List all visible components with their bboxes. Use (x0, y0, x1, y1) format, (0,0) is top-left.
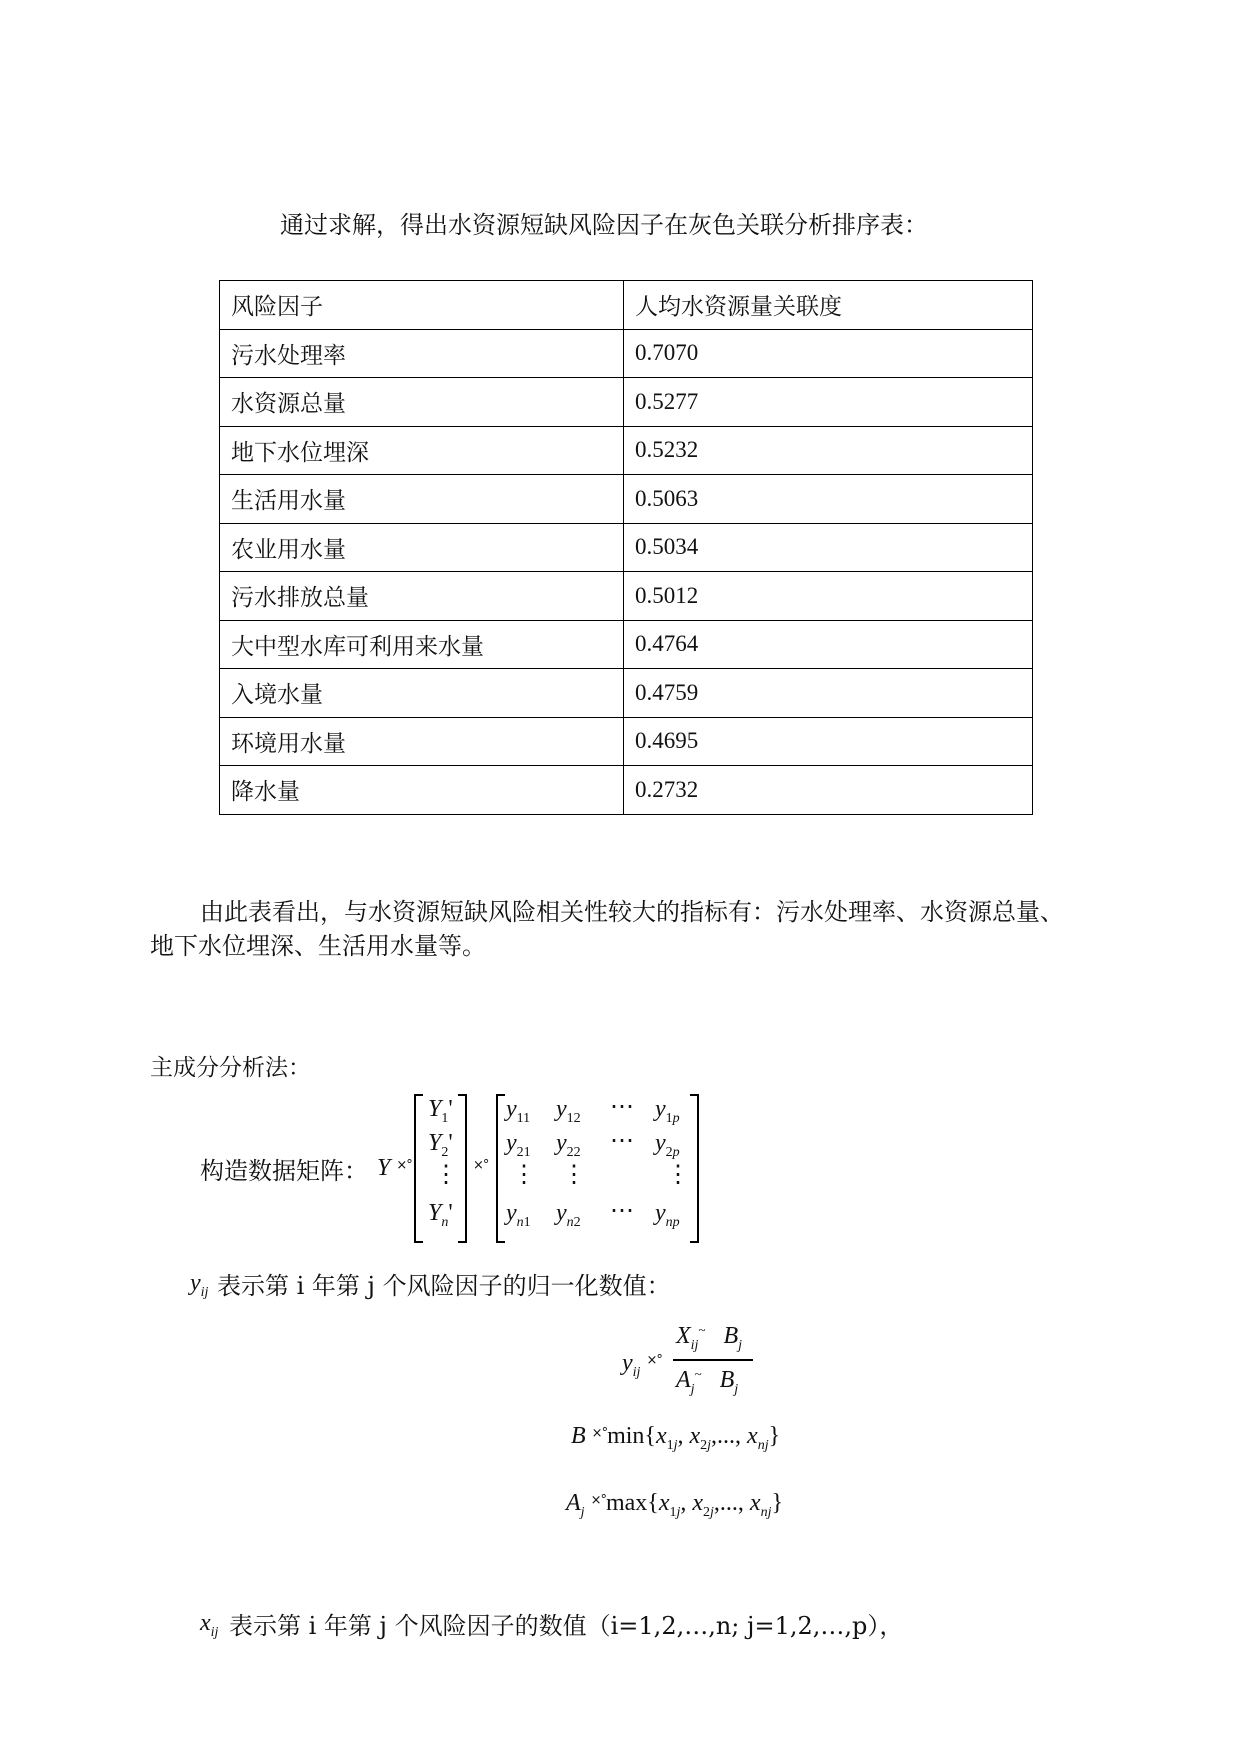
matrix-lhs: Y ×° (377, 1155, 412, 1181)
matrix-vdots-1: ⋮ (512, 1162, 536, 1188)
correlation-value-cell: 0.4695 (624, 717, 1033, 766)
risk-factor-cell: 地下水位埋深 (220, 426, 624, 475)
correlation-value-cell: 0.5232 (624, 426, 1033, 475)
risk-factor-cell: 大中型水库可利用来水量 (220, 620, 624, 669)
table-row (220, 378, 1033, 427)
table-row (220, 717, 1033, 766)
risk-factor-cell: 污水处理率 (220, 329, 624, 378)
header-correlation: 人均水资源量关联度 (624, 281, 1033, 330)
grey-relation-ranking-table (219, 280, 1033, 815)
norm-fraction-bar (673, 1359, 753, 1361)
vector-entry-2: $Y_2'$ (428, 1130, 453, 1160)
table-row (220, 523, 1033, 572)
risk-factor-cell: 污水排放总量 (220, 572, 624, 621)
table-row (220, 669, 1033, 718)
matrix-cell-y22: $y_{22}$ (556, 1130, 581, 1160)
correlation-value-cell: 0.7070 (624, 329, 1033, 378)
vector-right-bracket (458, 1094, 467, 1243)
table-row (220, 329, 1033, 378)
section-title: 主成分分析法： (150, 1055, 311, 1081)
matrix-cell-y2p: $y_{2p}$ (655, 1130, 680, 1160)
correlation-value-cell: 0.5277 (624, 378, 1033, 427)
matrix-vdots-2: ⋮ (562, 1162, 586, 1188)
correlation-value-cell: 0.5034 (624, 523, 1033, 572)
conclusion-line-1: 由此表看出，与水资源短缺风险相关性较大的指标有：污水处理率、水资源总量、 (200, 898, 1064, 926)
matrix-vdots-3: ⋮ (666, 1162, 690, 1188)
vector-left-bracket (414, 1094, 423, 1243)
matrix-cell-yn1: $y_{n1}$ (506, 1200, 531, 1230)
correlation-value-cell: 0.5063 (624, 475, 1033, 524)
correlation-value-cell: 0.2732 (624, 766, 1033, 815)
max-formula: $A_j$ $^{\times^\circ}\max\{x_{1j}$, $x_{2j}$,..., $x_{nj}$} (566, 1490, 783, 1520)
matrix-label: 构造数据矩阵： (200, 1157, 368, 1185)
risk-factor-cell: 降水量 (220, 766, 624, 815)
correlation-value-cell: 0.5012 (624, 572, 1033, 621)
correlation-value-cell: 0.4759 (624, 669, 1033, 718)
intro-text: 通过求解，得出水资源短缺风险因子在灰色关联分析排序表： (280, 211, 928, 239)
table-row (220, 766, 1033, 815)
xij-description: 表示第 i 年第 j 个风险因子的数值（i=1,2,…,n; j=1,2,…,p）， (229, 1612, 904, 1640)
matrix-cell-y12: $y_{12}$ (556, 1096, 581, 1126)
matrix-cell-yn2: $y_{n2}$ (556, 1200, 581, 1230)
table-row (220, 620, 1033, 669)
matrix-cell-ynp: $y_{np}$ (655, 1200, 680, 1230)
matrix-eq: ×° (473, 1158, 489, 1173)
table-row (220, 426, 1033, 475)
risk-factor-cell: 水资源总量 (220, 378, 624, 427)
matrix-right-bracket (690, 1094, 699, 1243)
table-header-row (220, 281, 1033, 330)
vector-vdots: ⋮ (434, 1162, 458, 1188)
table-row (220, 475, 1033, 524)
norm-lhs: $y_{ij}$ ×° (622, 1350, 662, 1380)
vector-entry-1: $Y_1'$ (428, 1096, 453, 1126)
header-risk-factor: 风险因子 (220, 281, 624, 330)
risk-factor-cell: 环境用水量 (220, 717, 624, 766)
xij-symbol: $x_{ij}$ (200, 1610, 219, 1640)
matrix-cell-y21: $y_{21}$ (506, 1130, 531, 1160)
risk-factor-cell: 农业用水量 (220, 523, 624, 572)
risk-factor-cell: 生活用水量 (220, 475, 624, 524)
matrix-cdots-3: ⋯ (610, 1198, 634, 1224)
min-formula: B $^{\times^\circ}\min\{x_{1j}$, $x_{2j}$,..., $x_{nj}$} (571, 1423, 781, 1453)
vector-entry-n: $Y_n'$ (428, 1200, 453, 1230)
norm-denominator: $A_j^\sim$ $B_j$ (676, 1366, 739, 1397)
correlation-value-cell: 0.4764 (624, 620, 1033, 669)
risk-factor-cell: 入境水量 (220, 669, 624, 718)
matrix-cell-y1p: $y_{1p}$ (655, 1096, 680, 1126)
yij-description: 表示第 i 年第 j 个风险因子的归一化数值： (217, 1272, 671, 1300)
norm-numerator: $X_{ij}^\sim$ $B_j$ (676, 1322, 743, 1353)
yij-symbol: $y_{ij}$ (190, 1270, 209, 1300)
matrix-left-bracket (496, 1094, 505, 1243)
matrix-cdots-1: ⋯ (610, 1094, 634, 1120)
matrix-cell-y11: $y_{11}$ (506, 1096, 531, 1126)
matrix-cdots-2: ⋯ (610, 1128, 634, 1154)
conclusion-line-2: 地下水位埋深、生活用水量等。 (150, 932, 486, 960)
table-row (220, 572, 1033, 621)
